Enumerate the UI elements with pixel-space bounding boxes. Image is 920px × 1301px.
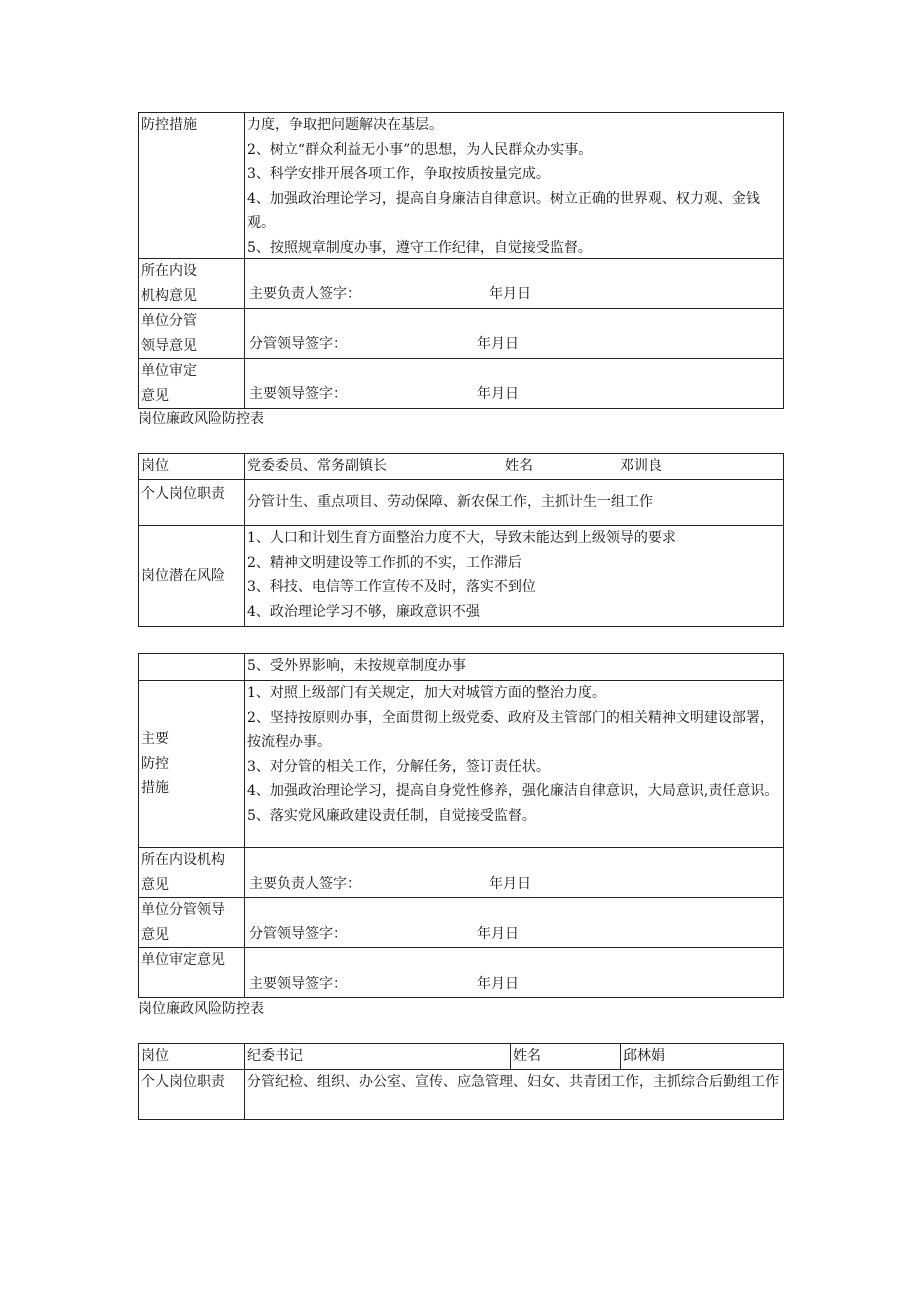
post-cell — [245, 454, 784, 480]
mgr-sign-label: 分管领导签字： — [249, 336, 347, 352]
mgr-opinion-cell — [245, 309, 784, 359]
risk-table-deng-continued — [138, 653, 784, 998]
risk-label: 岗位潜在风险 — [139, 526, 245, 627]
measures-cell — [245, 113, 784, 259]
dept-sign-label: 主要负责人签字： — [249, 286, 361, 302]
dept-opinion-label: 所在内设机构 意见 — [139, 848, 245, 898]
post-value: 纪委书记 — [245, 1044, 511, 1070]
mgr-date: 年月日 — [477, 336, 519, 352]
risk-line: 3、科技、电信等工作宣传不及时，落实不到位 — [247, 579, 536, 595]
post-label: 岗位 — [139, 454, 245, 480]
risk-table-deng — [138, 453, 784, 627]
unit-opinion-cell — [245, 359, 784, 409]
duty-value: 分管计生、重点项目、劳动保障、新农保工作，主抓计生一组工作 — [245, 480, 784, 526]
unit-sign-label: 主要领导签字： — [249, 386, 347, 402]
dept-opinion-cell — [245, 848, 784, 898]
risk-line: 1、人口和计划生育方面整治力度不大，导致未能达到上级领导的要求 — [247, 530, 676, 546]
name-value: 邱林娟 — [621, 1044, 784, 1070]
mgr-sign-label: 分管领导签字： — [249, 926, 347, 942]
measure-line: 4、加强政治理论学习，提高自身廉洁自律意识。树立正确的世界观、权力观、金钱观。 — [247, 190, 760, 231]
mgr-opinion-label: 单位分管领导 意见 — [139, 898, 245, 948]
duty-label: 个人岗位职责 — [139, 480, 245, 526]
table-caption: 岗位廉政风险防控表 — [138, 411, 264, 427]
measure-line: 2、坚持按原则办事，全面贯彻上级党委、政府及主管部门的相关精神文明建设部署，按流程办事。 — [247, 709, 774, 750]
unit-date: 年月日 — [477, 976, 519, 992]
measure-line: 3、对分管的相关工作，分解任务，签订责任状。 — [247, 758, 550, 775]
mgr-opinion-label: 单位分管 领导意见 — [139, 309, 245, 359]
risk-table-qiu — [138, 1043, 784, 1120]
mgr-opinion-cell — [245, 898, 784, 948]
name-value: 邓训良 — [620, 458, 662, 474]
measure-line: 1、对照上级部门有关规定，加大对城管方面的整治力度。 — [247, 685, 606, 701]
duty-value: 分管纪检、组织、办公室、宣传、应急管理、妇女、共青团工作，主抓综合后勤组工作 — [245, 1069, 784, 1119]
post-value: 党委委员、常务副镇长 — [247, 458, 387, 474]
name-label: 姓名 — [511, 1044, 621, 1070]
dept-opinion-cell — [245, 259, 784, 309]
risk-cell — [245, 526, 784, 627]
unit-sign-label: 主要领导签字： — [249, 976, 347, 992]
measure-line: 4、加强政治理论学习，提高自身党性修养，强化廉洁自律意识，大局意识,责任意识。 — [247, 783, 779, 799]
measure-line: 5、落实党风廉政建设责任制，自觉接受监督。 — [247, 807, 536, 824]
dept-sign-label: 主要负责人签字： — [249, 876, 361, 892]
dept-date: 年月日 — [489, 876, 531, 892]
unit-date: 年月日 — [477, 386, 519, 402]
risk-line: 4、政治理论学习不够，廉政意识不强 — [247, 603, 480, 620]
duty-label: 个人岗位职责 — [139, 1069, 245, 1119]
measure-line: 力度，争取把问题解决在基层。 — [247, 117, 443, 133]
unit-opinion-label: 单位审定意见 — [139, 948, 245, 998]
dept-opinion-label: 所在内设 机构意见 — [139, 259, 245, 309]
name-label: 姓名 — [505, 458, 533, 474]
main-measures-cell — [245, 681, 784, 848]
risk-line: 5、受外界影响，未按规章制度办事 — [245, 654, 784, 681]
dept-date: 年月日 — [489, 286, 531, 302]
measure-line: 2、树立“群众利益无小事”的思想，为人民群众办实事。 — [247, 141, 593, 158]
main-measures-label: 主要 防控 措施 — [139, 681, 245, 848]
post-label: 岗位 — [139, 1044, 245, 1070]
mgr-date: 年月日 — [477, 926, 519, 942]
risk-line: 2、精神文明建设等工作抓的不实，工作滞后 — [247, 554, 522, 571]
measure-line: 3、科学安排开展各项工作，争取按质按量完成。 — [247, 166, 550, 182]
risk-table-continued — [138, 112, 784, 409]
measures-label: 防控措施 — [139, 113, 245, 259]
unit-opinion-label: 单位审定 意见 — [139, 359, 245, 409]
table-caption: 岗位廉政风险防控表 — [138, 1001, 264, 1017]
unit-opinion-cell — [245, 948, 784, 998]
measure-line: 5、按照规章制度办事，遵守工作纪律，自觉接受监督。 — [247, 239, 592, 255]
